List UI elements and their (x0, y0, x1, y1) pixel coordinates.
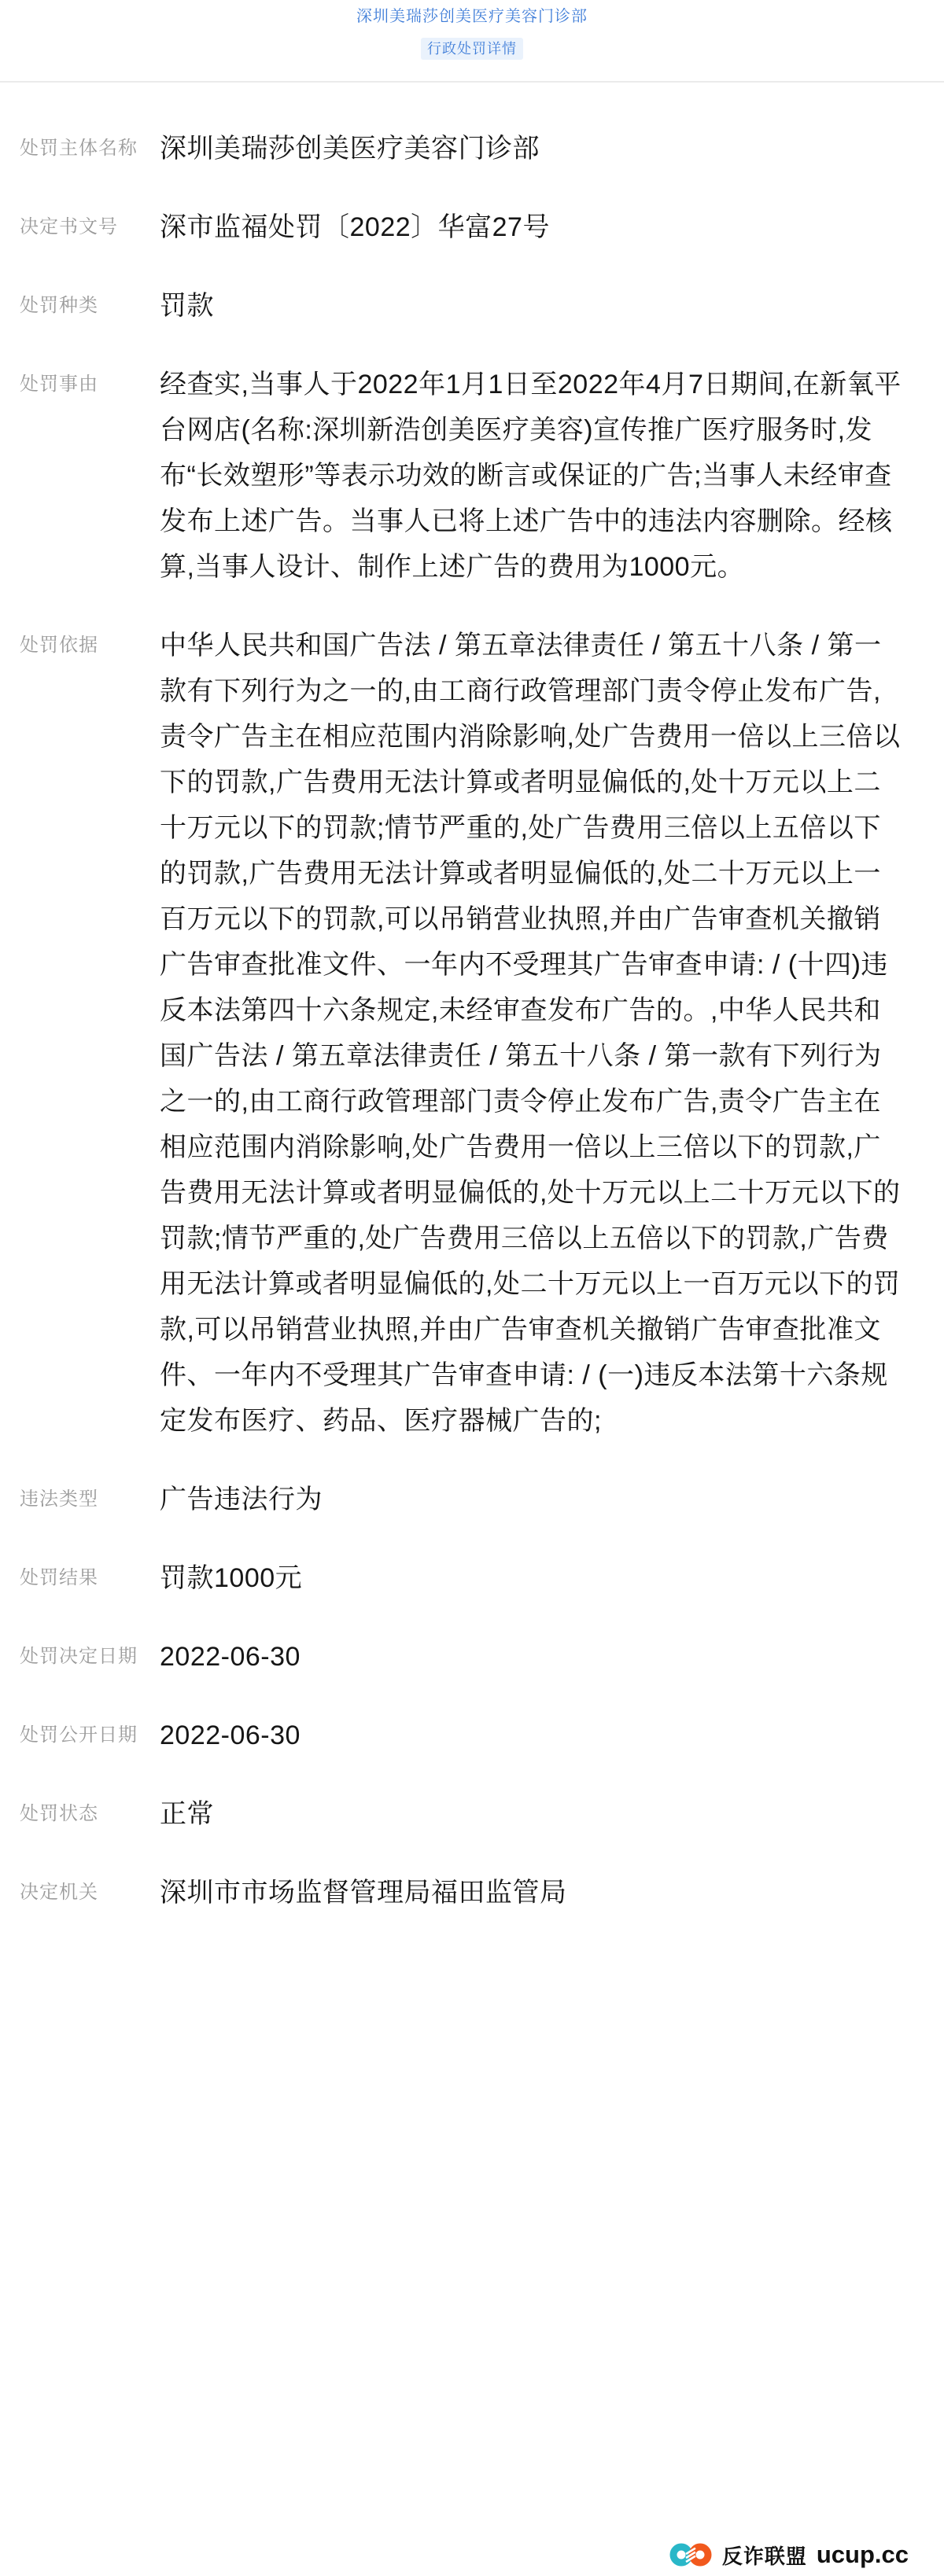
field-label: 处罚结果 (20, 1567, 98, 1588)
penalty-detail-list (0, 83, 944, 1915)
field-value: 正常 (160, 1799, 214, 1829)
field-label: 决定机关 (20, 1882, 98, 1903)
field-row-decision-authority (0, 1870, 944, 1915)
anti-fraud-alliance-logo-icon (669, 2540, 713, 2570)
field-row-penalty-status (0, 1791, 944, 1837)
field-label: 决定书文号 (20, 216, 118, 237)
field-row-penalty-reason (0, 362, 944, 590)
field-label: 处罚主体名称 (20, 138, 138, 159)
field-row-penalty-basis (0, 623, 944, 1444)
field-row-violation-type (0, 1477, 944, 1522)
watermark-site-label: ucup.cc (816, 2541, 909, 2568)
field-value: 2022-06-30 (160, 1642, 301, 1672)
field-value: 罚款1000元 (160, 1563, 303, 1593)
field-value: 深圳市市场监督管理局福田监管局 (160, 1878, 567, 1908)
field-value: 罚款 (160, 291, 214, 321)
field-value: 中华人民共和国广告法 / 第五章法律责任 / 第五十八条 / 第一款有下列行为之一的,由工商行政管理部门责令停止发布广告,责令广告主在相应范围内消除影响,处广告费用一倍以上三倍以下的罚款,广告费用无法计算或者明显偏低的,处十万元以上二十万元以下的罚款;情节严重的,处广告费用三倍以上五倍以下的罚款,广告费用无法计算或者明显偏低的,处二十万元以上一百万元以下的罚款,可以吊销营业执照,并由广告审查机关撤销广告审查批准文件、一年内不受理其广告审查申请: / (十四)违反本法第四十六条规定,未经审查发布广告的。,中华人民共和国广告法 / 第五章法律责任 / 第五十八条 / 第一款有下列行为之一的,由工商行政管理部门责令停止发布广告,责令广告主在相应范围内消除影响,处广告费用一倍以上三倍以下的罚款,广告费用无法计算或者明显偏低的,处十万元以上二十万元以下的罚款;情节严重的,处广告费用三倍以上五倍以下的罚款,广告费用无法计算或者明显偏低的,处二十万元以上一百万元以下的罚款,可以吊销营业执照,并由广告审查机关撤销广告审查批准文件、一年内不受理其广告审查申请: / (一)违反本法第十六条规定发布医疗、药品、医疗器械广告的; (160, 631, 901, 1436)
field-value: 深市监福处罚〔2022〕华富27号 (160, 212, 550, 242)
field-label: 处罚依据 (20, 635, 98, 656)
field-label: 处罚决定日期 (20, 1646, 138, 1667)
anti-fraud-watermark (669, 2540, 909, 2570)
field-label: 违法类型 (20, 1489, 98, 1510)
field-value: 2022-06-30 (160, 1720, 301, 1750)
field-value: 深圳美瑞莎创美医疗美容门诊部 (160, 134, 540, 164)
company-title-link[interactable]: 深圳美瑞莎创美医疗美容门诊部 (356, 8, 588, 25)
field-label: 处罚种类 (20, 295, 98, 316)
page-subtitle-wrap (0, 38, 944, 60)
field-value: 经查实,当事人于2022年1月1日至2022年4月7日期间,在新氧平台网店(名称:深圳新浩创美医疗美容)宣传推广医疗服务时,发布“长效塑形”等表示功效的断言或保证的广告;当事人未经审查发布上述广告。当事人已将上述广告中的违法内容删除。经核算,当事人设计、制作上述广告的费用为1000元。 (160, 370, 902, 582)
field-value: 广告违法行为 (160, 1485, 323, 1514)
field-label: 处罚状态 (20, 1803, 98, 1824)
field-row-subject-name (0, 126, 944, 171)
field-row-decision-doc-number (0, 204, 944, 250)
field-row-penalty-result (0, 1555, 944, 1601)
field-row-publish-date (0, 1713, 944, 1758)
field-row-decision-date (0, 1634, 944, 1680)
page-title[interactable]: 行政处罚详情 (421, 38, 523, 60)
field-label: 处罚公开日期 (20, 1724, 138, 1746)
field-label: 处罚事由 (20, 374, 98, 395)
field-row-penalty-type (0, 283, 944, 329)
watermark-alliance-label: 反诈联盟 (721, 2544, 807, 2568)
page-header (0, 0, 944, 83)
